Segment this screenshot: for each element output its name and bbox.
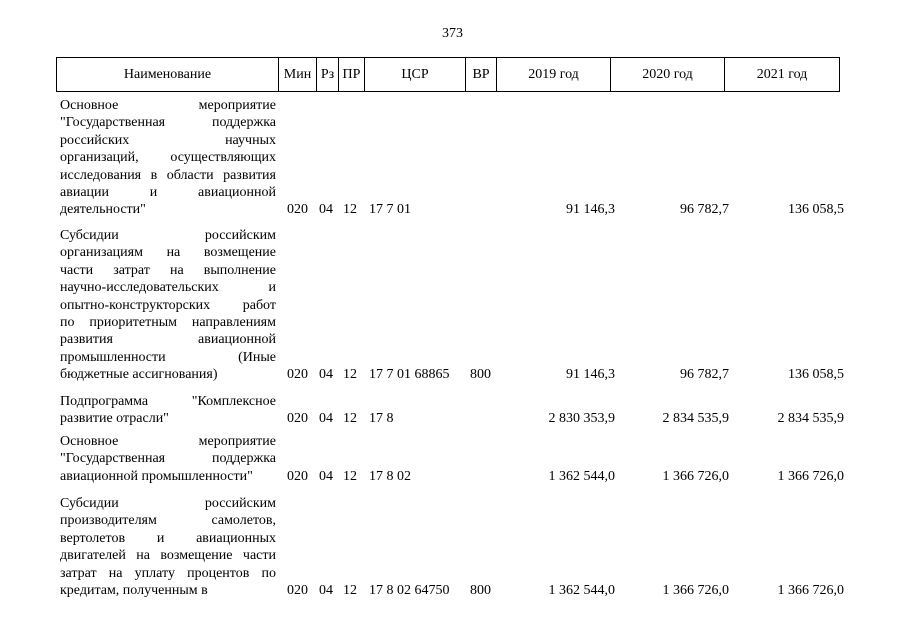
cell-min: 020: [287, 411, 308, 427]
cell-rz: 04: [319, 583, 333, 598]
row-name-line: Подпрограмма "Комплексное: [60, 394, 276, 409]
row-name-line: развития авиационной: [60, 332, 276, 348]
cell-csr: 17 8 02: [369, 468, 411, 484]
cell-min: 020: [287, 202, 308, 218]
cell-csr: 17 8 02 64750: [369, 583, 450, 598]
cell-y2019: 91 146,3: [566, 202, 615, 218]
table-header: [56, 57, 840, 92]
cell-csr: 17 8: [369, 411, 394, 427]
row-name-line: Субсидии российским: [60, 228, 276, 243]
cell-min: 020: [287, 583, 308, 598]
row-name-line: организациям на возмещение: [60, 245, 276, 261]
cell-vr: 800: [470, 583, 491, 598]
row-name-line: "Государственная поддержка: [60, 451, 276, 467]
cell-csr: 17 7 01: [369, 202, 411, 218]
cell-y2021: 136 058,5: [788, 202, 844, 218]
row-name-line: вертолетов и авиационных: [60, 530, 276, 546]
header-2021: 2021 год: [725, 58, 840, 92]
cell-y2020: 96 782,7: [680, 367, 729, 383]
row-name-line: Основное мероприятие: [60, 98, 276, 113]
row-name: [60, 227, 276, 384]
cell-y2019: 1 362 544,0: [548, 468, 615, 484]
cell-y2021: 1 366 726,0: [777, 468, 844, 484]
cell-pr: 12: [343, 202, 357, 218]
row-name-line: двигателей на возмещение части: [60, 548, 276, 564]
row-name-line: затрат на уплату процентов по: [60, 565, 276, 581]
cell-rz: 04: [319, 202, 333, 218]
cell-y2019: 2 830 353,9: [548, 411, 615, 427]
cell-min: 020: [287, 367, 308, 383]
cell-y2021: 136 058,5: [788, 367, 844, 383]
row-name-line: кредитам, полученным в: [60, 582, 208, 598]
row-name: [60, 393, 276, 428]
cell-y2020: 2 834 535,9: [662, 411, 729, 427]
header-2019: 2019 год: [497, 58, 611, 92]
row-name-line: научно-исследовательских и: [60, 280, 276, 296]
row-name-line: авиационной промышленности": [60, 468, 253, 484]
cell-rz: 04: [319, 411, 333, 427]
cell-rz: 04: [319, 468, 333, 484]
row-name-line: организаций, осуществляющих: [60, 150, 276, 166]
row-name-line: опытно-конструкторских работ: [60, 297, 276, 313]
row-name-line: по приоритетным направлениям: [60, 314, 276, 330]
row-name-line: авиации и авиационной: [60, 184, 276, 200]
cell-pr: 12: [343, 583, 357, 598]
cell-csr: 17 7 01 68865: [369, 367, 450, 383]
header-pr: ПР: [339, 58, 365, 92]
cell-pr: 12: [343, 468, 357, 484]
cell-y2021: 1 366 726,0: [777, 583, 844, 598]
cell-pr: 12: [343, 411, 357, 427]
row-name-line: исследования в области развития: [60, 167, 276, 183]
row-name-line: Субсидии российским: [60, 496, 276, 511]
row-name-line: части затрат на выполнение: [60, 262, 276, 278]
cell-y2021: 2 834 535,9: [777, 411, 844, 427]
cell-y2019: 91 146,3: [566, 367, 615, 383]
row-name-line: деятельности": [60, 202, 146, 218]
header-2020: 2020 год: [611, 58, 725, 92]
cell-pr: 12: [343, 367, 357, 383]
row-name-line: производителям самолетов,: [60, 513, 276, 529]
header-csr: ЦСР: [365, 58, 466, 92]
header-min: Мин: [279, 58, 317, 92]
row-name: [60, 97, 276, 219]
row-name-line: Основное мероприятие: [60, 434, 276, 449]
row-name-line: промышленности (Иные: [60, 349, 276, 365]
cell-rz: 04: [319, 367, 333, 383]
row-name-line: развитие отрасли": [60, 411, 169, 427]
row-name: [60, 495, 276, 599]
cell-y2020: 1 366 726,0: [662, 583, 729, 598]
row-name-line: бюджетные ассигнования): [60, 367, 218, 383]
cell-y2019: 1 362 544,0: [548, 583, 615, 598]
header-name: Наименование: [57, 58, 279, 92]
row-name-line: российских научных: [60, 132, 276, 148]
row-name-line: "Государственная поддержка: [60, 115, 276, 131]
cell-min: 020: [287, 468, 308, 484]
header-rz: Рз: [317, 58, 339, 92]
cell-y2020: 96 782,7: [680, 202, 729, 218]
cell-vr: 800: [470, 367, 491, 383]
cell-y2020: 1 366 726,0: [662, 468, 729, 484]
row-name: [60, 433, 276, 485]
header-vr: ВР: [466, 58, 497, 92]
page-number: 373: [442, 26, 463, 41]
